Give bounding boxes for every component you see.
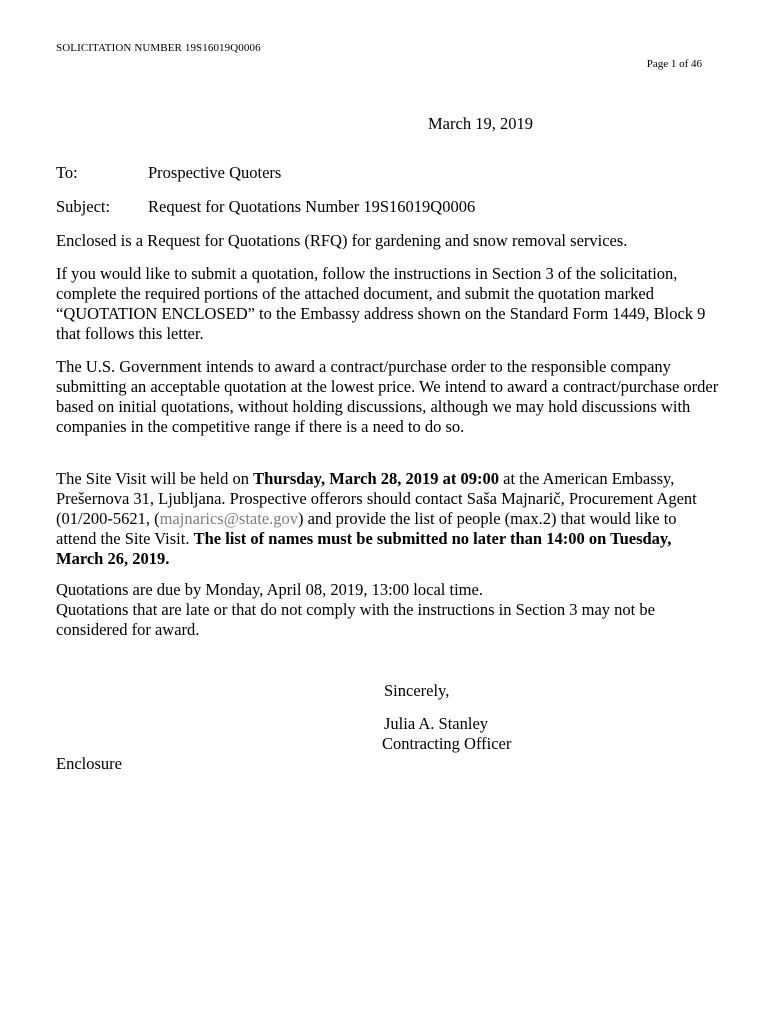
paragraph-enclosed-rfq: Enclosed is a Request for Quotations (RFQ) for gardening and snow removal services. [56, 231, 628, 250]
page-number: Page 1 of 46 [646, 58, 702, 70]
signer-name: Julia A. Stanley [384, 714, 489, 733]
site-visit-text-c: at the American Embassy, Prešernova 31, Ljubljana. Prospective offerors should contact Saša Majnarič, Procurement Agent (01/200-5621, ( [56, 469, 697, 528]
paragraph-due-date [56, 580, 720, 640]
signer-title: Contracting Officer [382, 734, 512, 753]
email-link[interactable]: majnarics@state.gov [159, 509, 299, 528]
paragraph-site-visit [56, 469, 720, 569]
to-value: Prospective Quoters [148, 163, 282, 182]
paragraph-instructions: If you would like to submit a quotation, follow the instructions in Section 3 of the solicitation, complete the required portions of the attached document, and submit the quotation marked “QUOTATION ENCLOSED” to the Embassy address shown on the Standard Form 1449, Block 9 that follows this letter. [56, 264, 706, 343]
site-visit-date: Thursday, March 28, 2019 at 09:00 [253, 469, 499, 488]
solicitation-number: SOLICITATION NUMBER 19S16019Q0006 [56, 42, 261, 54]
enclosure-note: Enclosure [56, 754, 122, 773]
to-line [56, 163, 720, 183]
subject-label: Subject: [56, 197, 111, 216]
names-deadline: The list of names must be submitted no later than 14:00 on Tuesday, March 26, 2019. [56, 529, 672, 568]
late-quotations-note: Quotations that are late or that do not comply with the instructions in Section 3 may not be considered for award. [56, 600, 655, 639]
site-visit-text-d: ) and provide the list of people (max.2) that would like to attend the Site Visit. [56, 509, 677, 548]
due-date-line: Quotations are due by Monday, April 08, 2019, 13:00 local time. [56, 580, 483, 599]
to-label: To: [56, 163, 78, 182]
paragraph-award: The U.S. Government intends to award a contract/purchase order to the responsible company submitting an acceptable quotation at the lowest price. We intend to award a contract/purchase order based on initial quotations, without holding discussions, although we may hold discussions with companies in the competitive range if there is a need to do so. [56, 357, 719, 436]
subject-value: Request for Quotations Number 19S16019Q0006 [148, 197, 476, 216]
letter-date: March 19, 2019 [428, 114, 533, 133]
site-visit-text-a: The Site Visit will be held on [56, 469, 254, 488]
closing: Sincerely, [384, 681, 450, 700]
subject-line [56, 197, 720, 217]
